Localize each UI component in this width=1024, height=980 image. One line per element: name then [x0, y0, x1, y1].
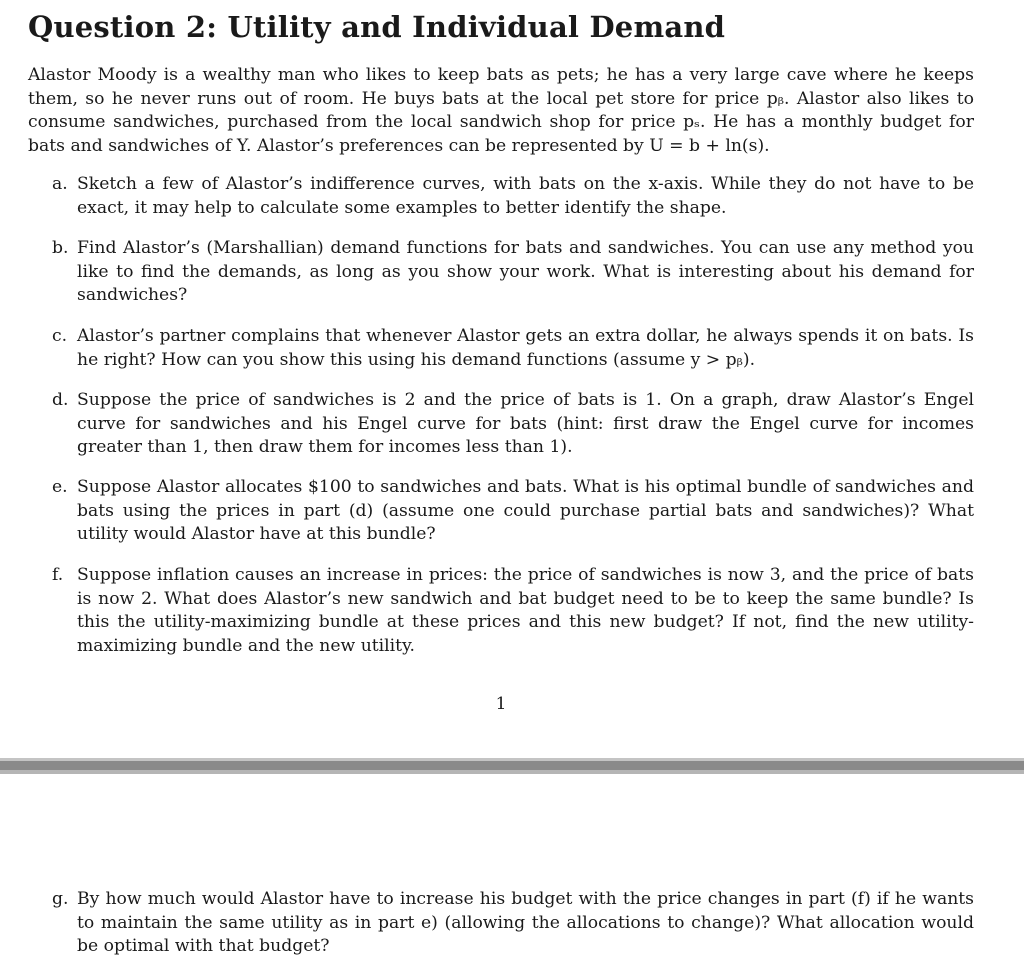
document-page-2 [0, 774, 1024, 980]
part-text: Suppose the price of sandwiches is 2 and the price of bats is 1. On a graph, draw Alastor’s Engel curve for sandwiches and his Engel curve for bats (hint: first draw the Engel curve for incomes greater than 1, then draw them for incomes less than 1). [77, 390, 974, 457]
part-text: Sketch a few of Alastor’s indifference curves, with bats on the x-axis. While they do not have to be exact, it may help to calculate some examples to better identify the shape. [77, 174, 974, 218]
part-b [52, 237, 974, 308]
part-text: Suppose inflation causes an increase in prices: the price of sandwiches is now 3, and the price of bats is now 2. What does Alastor’s new sandwich and bat budget need to be to keep the same bundle? Is this the utility-maximizing bundle at these prices and this new budget? If not, find the new utility-maximizing bundle and the new utility. [77, 565, 974, 656]
part-g [52, 888, 974, 959]
part-label: f. [52, 565, 64, 585]
part-text: Suppose Alastor allocates $100 to sandwiches and bats. What is his optimal bundle of sandwiches and bats using the prices in part (d) (assume one could purchase partial bats and sandwiches)? What utility would Alastor have at this bundle? [77, 477, 974, 544]
part-label: g. [52, 889, 69, 909]
part-text: By how much would Alastor have to increase his budget with the price changes in part (f) if he wants to maintain the same utility as in part e) (allowing the allocations to change)? What allocation would be optimal with that budget? [77, 889, 974, 956]
part-label: c. [52, 326, 68, 346]
part-label: b. [52, 238, 69, 258]
question-title: Question 2: Utility and Individual Demand [28, 10, 726, 44]
part-f [52, 564, 974, 658]
part-a [52, 173, 974, 220]
part-label: a. [52, 174, 68, 194]
part-c [52, 325, 974, 372]
part-text: Find Alastor’s (Marshallian) demand functions for bats and sandwiches. You can use any method you like to find the demands, as long as you show your work. What is interesting about his demand for sandwiches? [77, 238, 974, 305]
part-label: d. [52, 390, 69, 410]
part-label: e. [52, 477, 68, 497]
question-intro: Alastor Moody is a wealthy man who likes to keep bats as pets; he has a very large cave where he keeps them, so he never runs out of room. He buys bats at the local pet store for price pᵦ. Alastor also likes to consume sandwiches, purchased from the local sandwich shop for price pₛ. He has a monthly budget for bats and sandwiches of Y. Alastor’s preferences can be represented by U = b + ln(s). [28, 65, 974, 156]
page-number: 1 [495, 694, 507, 714]
part-d [52, 389, 974, 460]
part-text: Alastor’s partner complains that whenever Alastor gets an extra dollar, he always spends it on bats. Is he right? How can you show this using his demand functions (assume y > pᵦ). [77, 326, 974, 370]
page-divider [0, 758, 1024, 774]
part-e [52, 476, 974, 547]
